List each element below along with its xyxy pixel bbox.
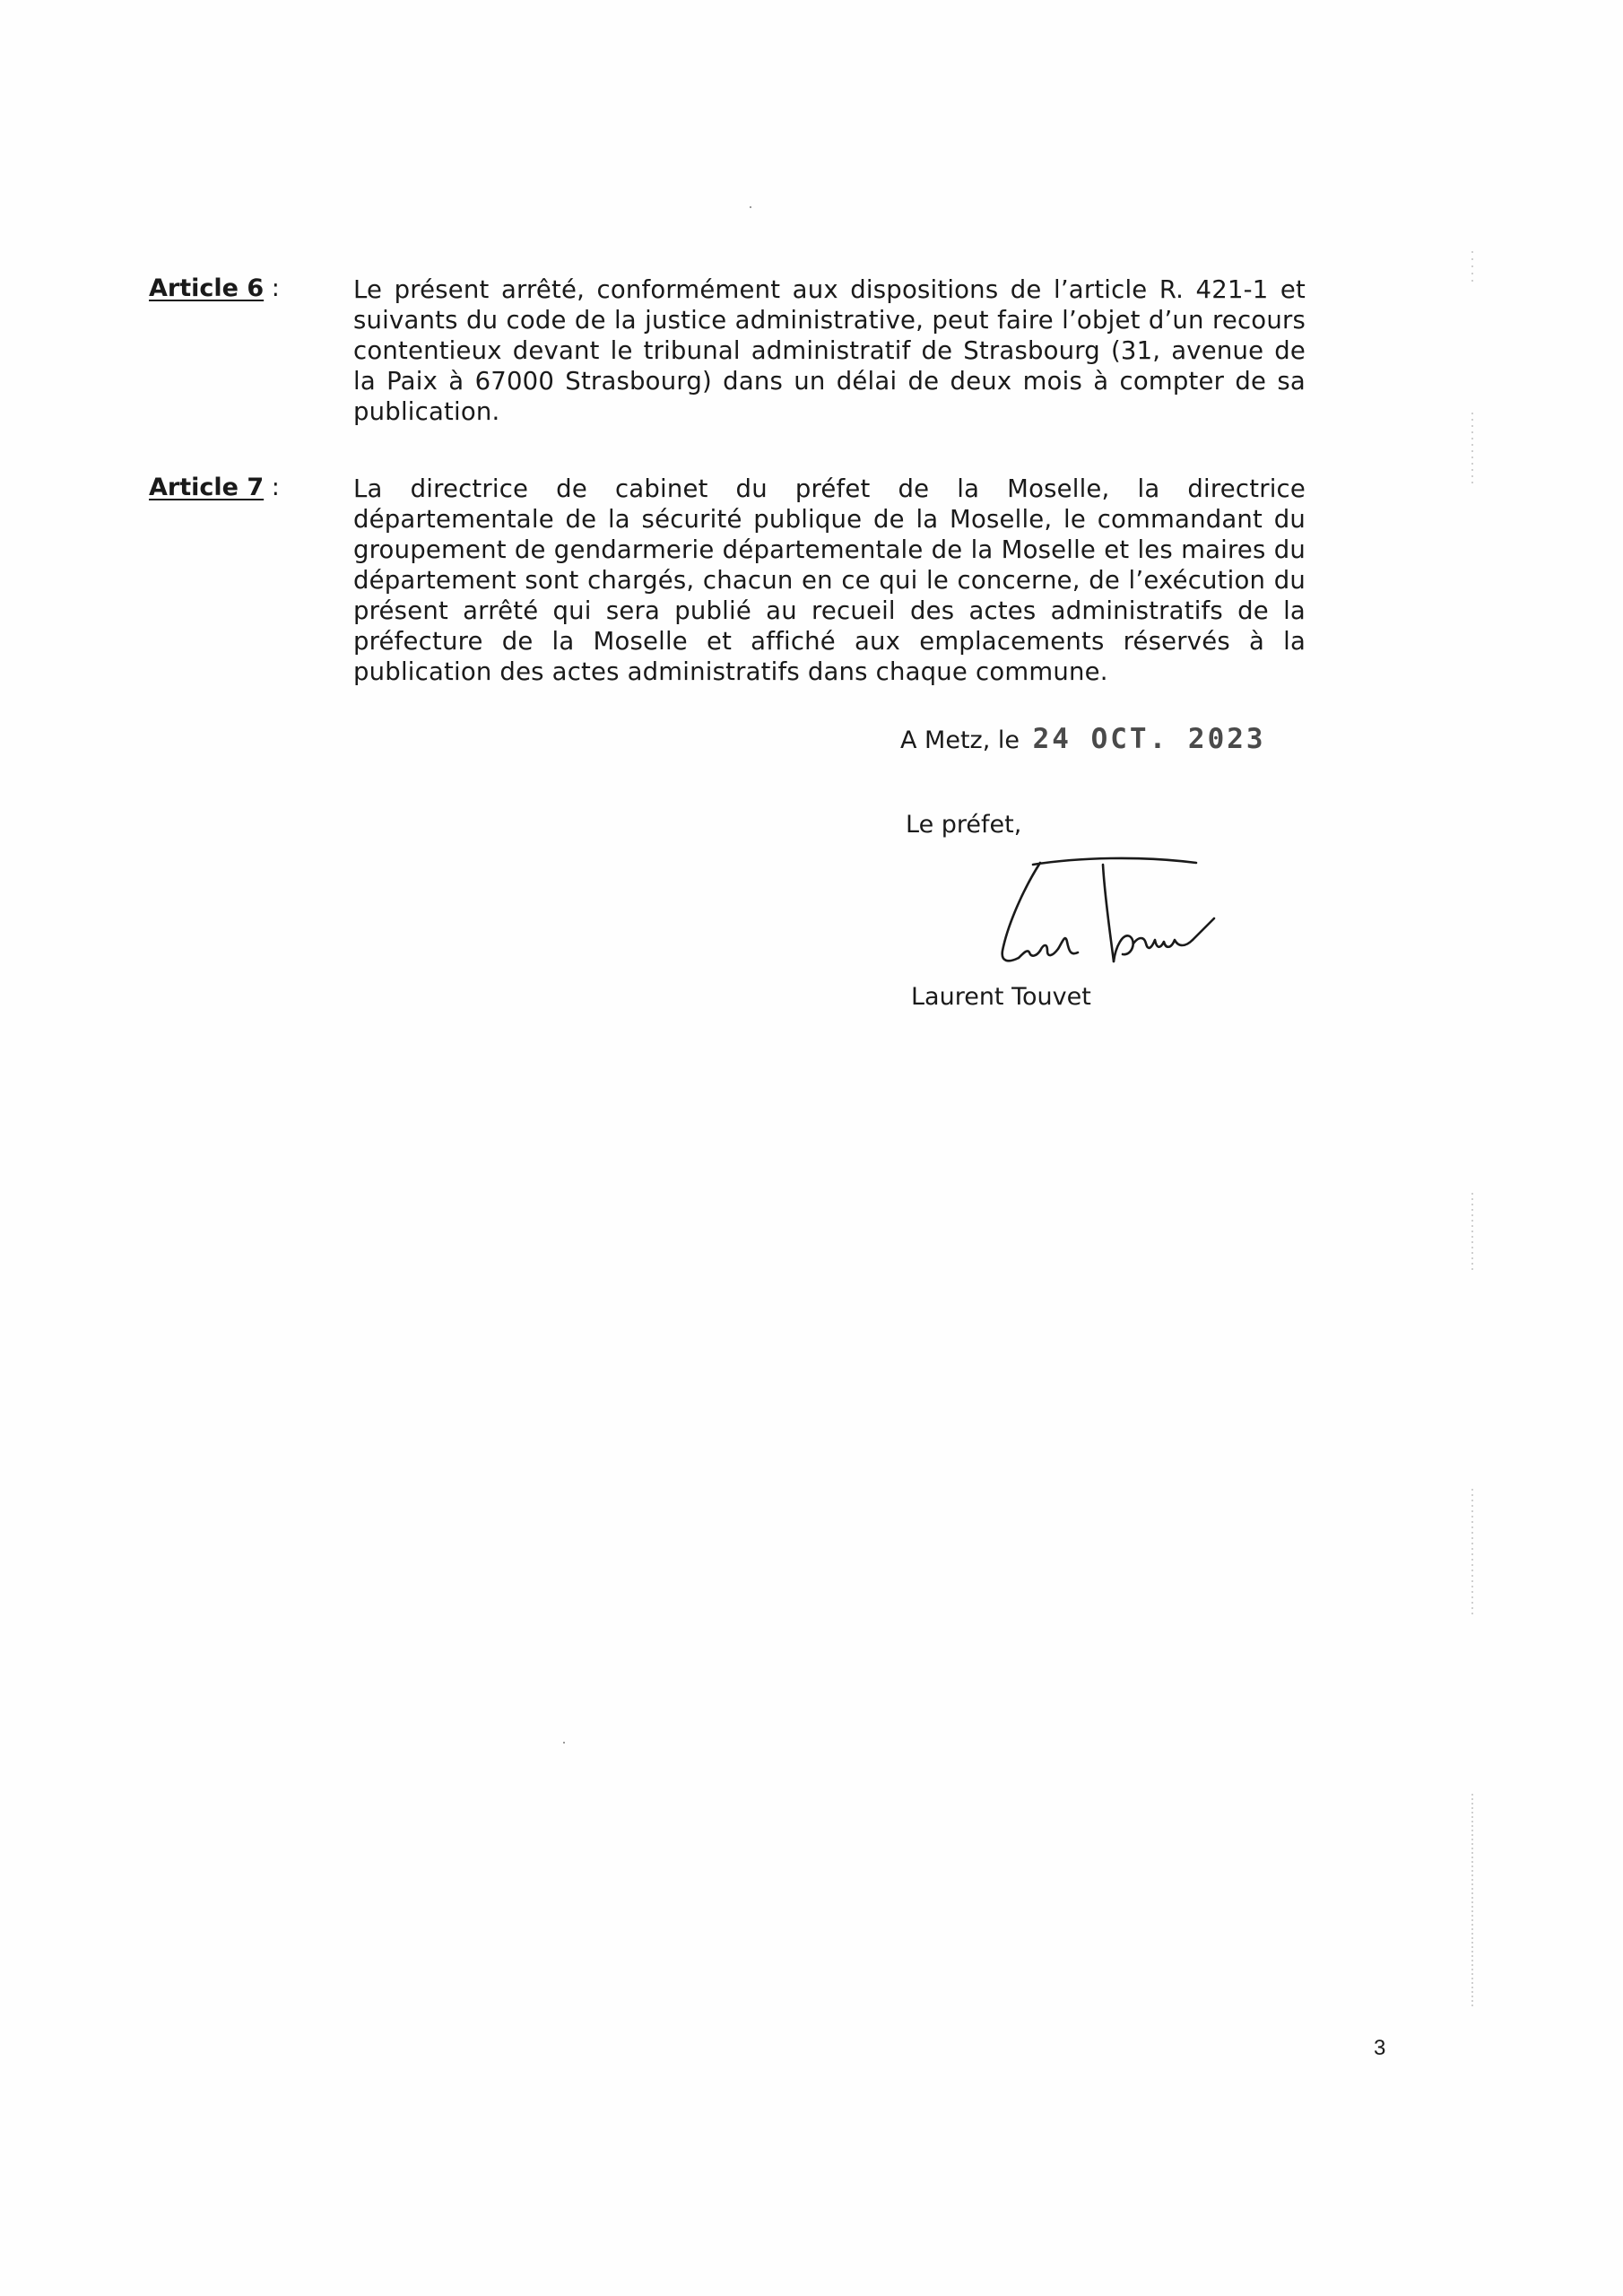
article-7-label: [149, 474, 280, 501]
signer-name: Laurent Touvet: [911, 983, 1091, 1011]
page-number: 3: [1374, 2036, 1386, 2060]
place-date-line: [900, 723, 1266, 755]
scan-edge-mark: [1471, 251, 1474, 2009]
date-stamp: 24 OCT. 2023: [1032, 723, 1266, 755]
article-6-text: Le présent arrêté, conformément aux dispositions de l’article R. 421-1 et suivants du code de la justice administrative, peut faire l’objet d’un recours contentieux devant le tribunal administratif de Strasbourg (31, avenue de la Paix à 67000 Strasbourg) dans un délai de deux mois à compter de sa publication.: [353, 275, 1306, 426]
article-7-label-text: Article 7: [149, 474, 265, 501]
scan-speck: [750, 206, 751, 208]
article-6-label-text: Article 6: [149, 274, 265, 302]
signer-title: Le préfet,: [906, 811, 1022, 839]
article-7-text: La directrice de cabinet du préfet de la Moselle, la directrice départementale de la sécurité publique de la Moselle, le commandant du groupement de gendarmerie départementale de la Moselle et les maires du département sont chargés, chacun en ce qui le concerne, de l’exécution du présent arrêté qui sera publié au recueil des actes administratifs de la préfecture de la Moselle et affiché aux emplacements réservés à la publication des actes administratifs dans chaque commune.: [353, 474, 1306, 686]
article-6-body: [353, 274, 1306, 427]
article-7-body: [353, 474, 1306, 687]
scan-speck: [563, 1742, 565, 1744]
place-prefix: A Metz, le: [900, 726, 1020, 754]
handwritten-signature: [988, 843, 1257, 978]
article-6-label-colon: :: [264, 274, 280, 302]
article-7-label-colon: :: [264, 474, 280, 501]
article-6-label: [149, 274, 280, 302]
